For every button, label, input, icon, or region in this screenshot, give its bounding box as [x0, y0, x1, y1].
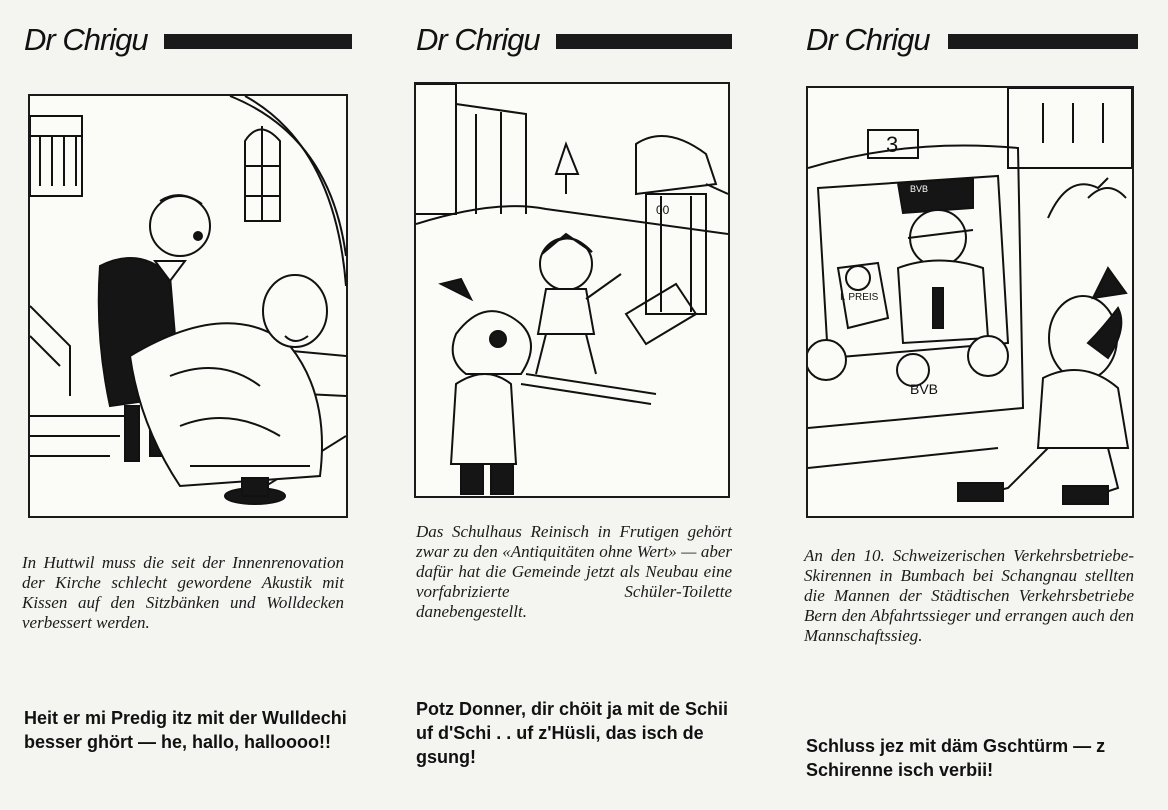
- comic-caption: In Huttwil muss die seit der Innenrenovation der Kirche schlecht gewordene Akustik mit Kissen auf den Sitzbänken und Wolldecken verbessert werden.: [22, 553, 344, 632]
- comic-title: Dr Chrigu: [806, 22, 930, 57]
- comic-panel-bus: [806, 86, 1134, 518]
- comic-title: Dr Chrigu: [24, 22, 148, 57]
- bus-number: 3: [886, 132, 899, 157]
- comic-header: [806, 22, 1146, 62]
- bus-logo: BVB: [910, 381, 939, 397]
- comic-caption: Das Schulhaus Reinisch in Frutigen gehört zwar zu den «Antiquitäten ohne Wert» — aber dafür hat die Gemeinde jetzt als Neubau eine vorfabrizierte Schüler-Toilette danebengestellt.: [416, 522, 732, 621]
- comic-column-3: [800, 0, 1160, 810]
- title-bar: [556, 34, 732, 49]
- title-bar: [948, 34, 1138, 49]
- schoolhouse-illustration: [416, 84, 728, 496]
- comic-panel-church: [28, 94, 348, 518]
- comic-punchline: Heit er mi Predig itz mit der Wulldechi besser ghört — he, hallo, halloooo!!: [24, 708, 347, 752]
- title-bar: [164, 34, 352, 49]
- comic-punchline: Potz Donner, dir chöit ja mit de Schii uf d'Schi . . uf z'Hüsli, das isch de gsung!: [416, 699, 729, 767]
- church-illustration: [30, 96, 346, 516]
- toilet-sign: 00: [656, 203, 670, 217]
- bus-illustration: [808, 88, 1132, 516]
- comic-column-1: [18, 0, 378, 810]
- comic-caption: An den 10. Schweizerischen Verkehrsbetriebe-Skirennen in Bumbach bei Schangnau stellten die Mannen der Städtischen Verkehrsbetriebe Bern den Abfahrtssieger und errangen auch den Mannschaftssieg.: [804, 546, 1134, 645]
- comic-punchline: Schluss jez mit däm Gschtürm — z Schirenne isch verbii!: [806, 736, 1106, 780]
- comic-column-2: [410, 0, 770, 810]
- comic-header: [416, 22, 756, 62]
- comic-header: [24, 22, 364, 62]
- cap-badge: BVB: [910, 184, 929, 194]
- comic-title: Dr Chrigu: [416, 22, 540, 57]
- trophy-label: I. PREIS: [840, 292, 879, 303]
- comic-panel-schoolhouse: [414, 82, 730, 498]
